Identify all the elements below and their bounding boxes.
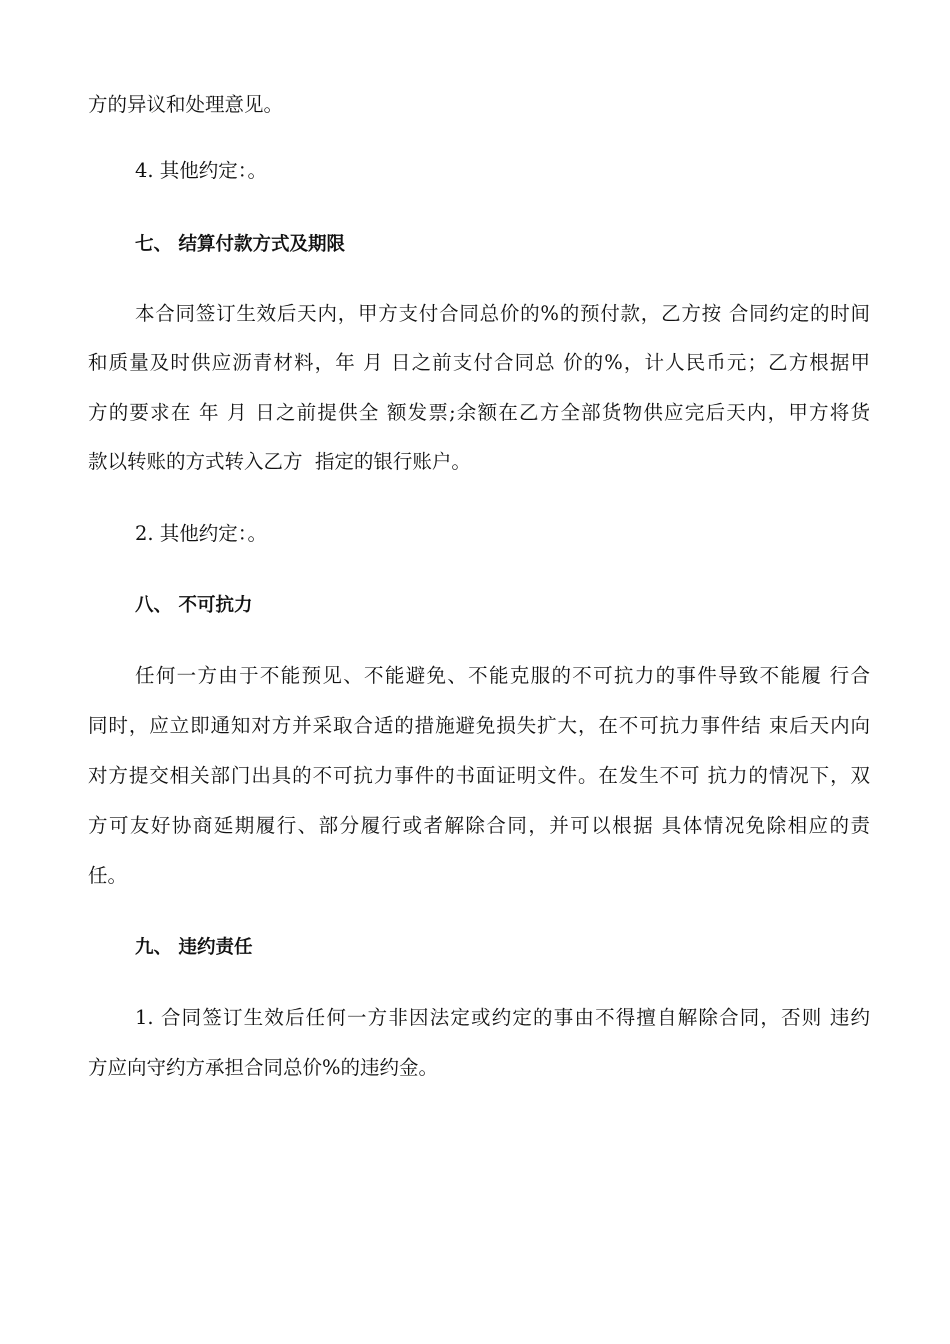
section-heading-7: 七、 结算付款方式及期限	[135, 234, 345, 255]
paragraph-line: 本合同签订生效后天内，甲方支付合同总价的%的预付款，乙方按 合同约定的时间	[135, 302, 870, 325]
paragraph-line: 方应向守约方承担合同总价%的违约金。	[88, 1056, 439, 1079]
section-heading-9: 九、 违约责任	[135, 937, 253, 958]
paragraph-line: 任。	[88, 864, 128, 887]
paragraph-line: 对方提交相关部门出具的不可抗力事件的书面证明文件。在发生不可 抗力的情况下，双	[88, 764, 870, 787]
paragraph-line: 方的异议和处理意见。	[88, 93, 284, 116]
clause-other-agreement-4: 4. 其他约定：。	[135, 159, 268, 182]
paragraph-line: 1. 合同签订生效后任何一方非因法定或约定的事由不得擅自解除合同，否则 违约	[135, 1006, 870, 1029]
paragraph-line: 款以转账的方式转入乙方 指定的银行账户。	[88, 450, 471, 473]
paragraph-line: 方的要求在 年 月 日之前提供全 额发票;余额在乙方全部货物供应完后天内，甲方将货	[88, 401, 870, 424]
clause-other-agreement-2: 2. 其他约定：。	[135, 522, 268, 545]
paragraph-line: 和质量及时供应沥青材料，年 月 日之前支付合同总 价的%，计人民币元；乙方根据甲	[88, 351, 870, 374]
section-heading-8: 八、 不可抗力	[135, 595, 253, 616]
paragraph-line: 方可友好协商延期履行、部分履行或者解除合同，并可以根据 具体情况免除相应的责	[88, 814, 870, 837]
paragraph-line: 任何一方由于不能预见、不能避免、不能克服的不可抗力的事件导致不能履 行合	[135, 664, 870, 687]
paragraph-line: 同时，应立即通知对方并采取合适的措施避免损失扩大，在不可抗力事件结 束后天内向	[88, 714, 870, 737]
